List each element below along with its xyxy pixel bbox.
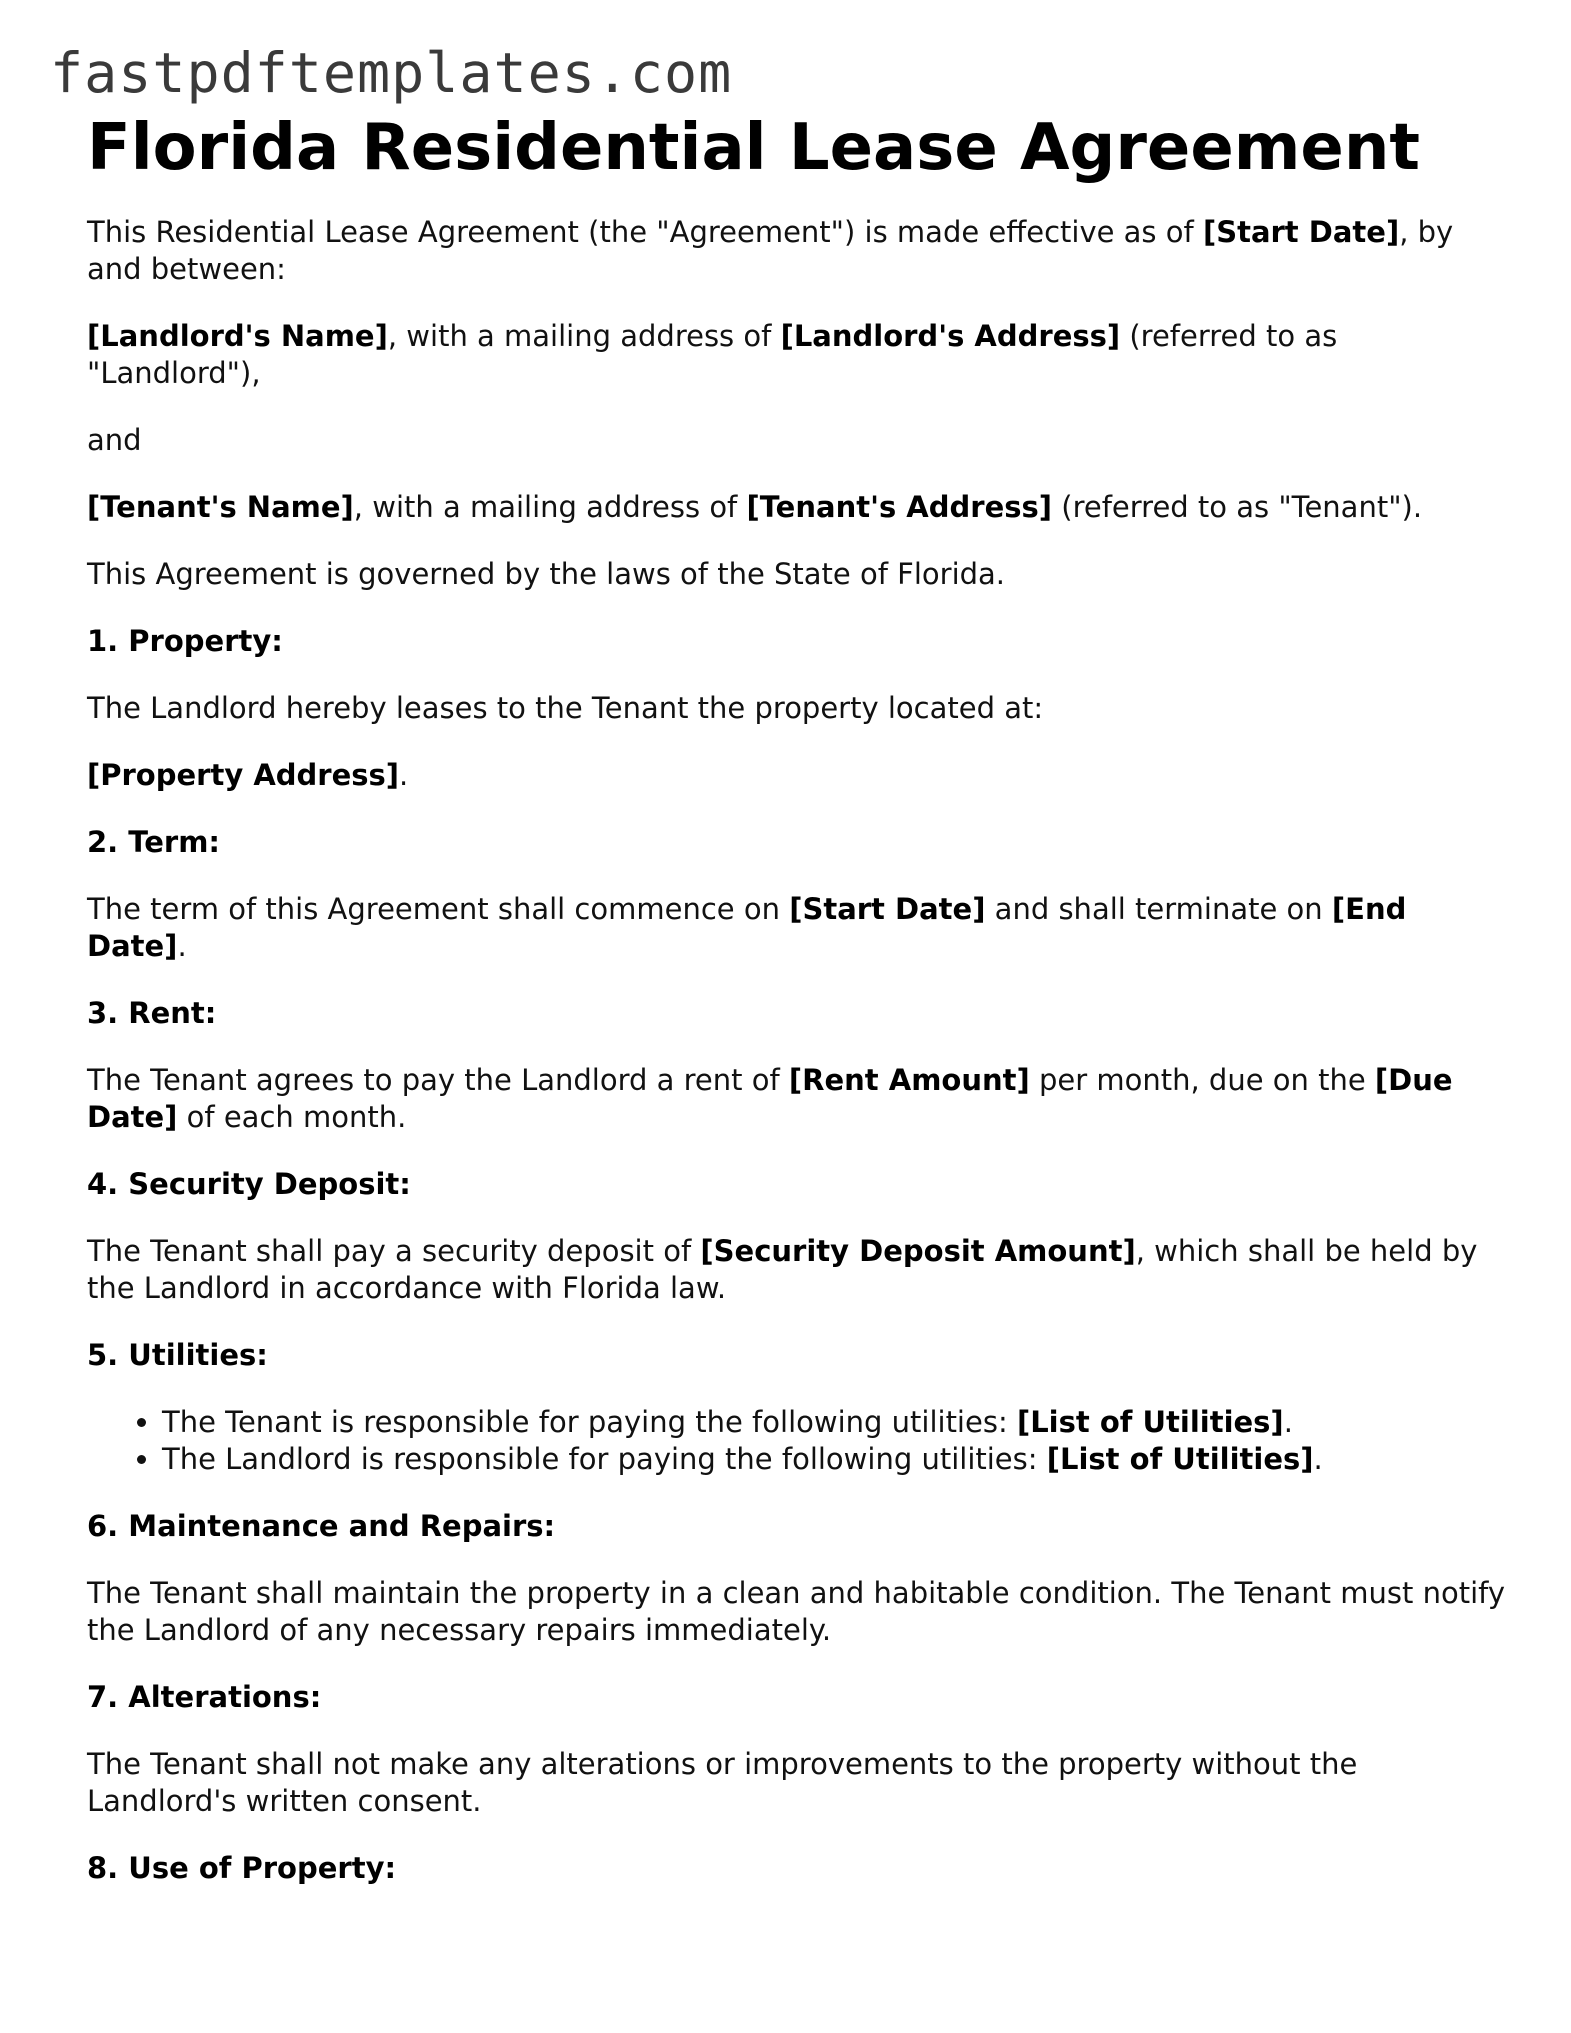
list-item bbox=[162, 1441, 1507, 1478]
utilities-list bbox=[87, 1404, 1507, 1478]
deposit-text-end: , which shall be held by the Landlord in accordance with Florida law. bbox=[87, 1234, 1478, 1305]
landlord-text-end: (referred to as "Landlord"), bbox=[87, 319, 1338, 390]
property-address-line bbox=[87, 757, 1507, 794]
utilities-tenant-end: . bbox=[1283, 1405, 1293, 1439]
term-text-mid: and shall terminate on bbox=[985, 892, 1332, 926]
tenant-text-end: (referred to as "Tenant"). bbox=[1052, 490, 1423, 524]
watermark: fastpdftemplates.com bbox=[50, 41, 733, 105]
rent-text: The Tenant agrees to pay the Landlord a rent of bbox=[87, 1063, 789, 1097]
term-text: The term of this Agreement shall commence on bbox=[87, 892, 790, 926]
landlord-address: [Landlord's Address] bbox=[780, 319, 1121, 353]
section-heading-term: 2. Term: bbox=[87, 825, 221, 859]
document-title: Florida Residential Lease Agreement bbox=[87, 111, 1420, 185]
section-heading-use-of-property: 8. Use of Property: bbox=[87, 1851, 397, 1885]
section-heading-security-deposit: 4. Security Deposit: bbox=[87, 1167, 411, 1201]
property-period: . bbox=[399, 758, 409, 792]
maintenance-text: The Tenant shall maintain the property in a clean and habitable condition. The Tenant must notify the Landlord of any necessary repairs immediately. bbox=[87, 1576, 1505, 1647]
tenant-text: , with a mailing address of bbox=[353, 490, 747, 524]
section-heading-property: 1. Property: bbox=[87, 624, 283, 658]
utilities-tenant-text: The Tenant is responsible for paying the following utilities: bbox=[162, 1405, 1017, 1439]
term-end-date: [End Date] bbox=[87, 892, 1407, 963]
and-text: and bbox=[87, 423, 142, 457]
utilities-tenant-list: [List of Utilities] bbox=[1016, 1405, 1284, 1439]
deposit-text: The Tenant shall pay a security deposit of bbox=[87, 1234, 701, 1268]
alterations-text: The Tenant shall not make any alterations or improvements to the property without the Landlord's written consent. bbox=[87, 1747, 1358, 1818]
landlord-name: [Landlord's Name] bbox=[87, 319, 388, 353]
rent-paragraph bbox=[87, 1062, 1507, 1136]
property-text: The Landlord hereby leases to the Tenant the property located at: bbox=[87, 691, 1044, 725]
section-heading-rent: 3. Rent: bbox=[87, 996, 217, 1030]
list-item bbox=[162, 1404, 1507, 1441]
property-address: [Property Address] bbox=[87, 758, 400, 792]
rent-due-date: [Due Date] bbox=[87, 1063, 1453, 1134]
tenant-paragraph bbox=[87, 489, 1507, 526]
rent-amount: [Rent Amount] bbox=[788, 1063, 1030, 1097]
term-paragraph bbox=[87, 891, 1507, 965]
deposit-paragraph bbox=[87, 1233, 1507, 1307]
document-body bbox=[87, 108, 1507, 1887]
utilities-landlord-end: . bbox=[1313, 1442, 1323, 1476]
term-text-end: . bbox=[177, 929, 187, 963]
utilities-landlord-list: [List of Utilities] bbox=[1046, 1442, 1314, 1476]
term-start-date: [Start Date] bbox=[789, 892, 986, 926]
intro-paragraph bbox=[87, 214, 1507, 288]
tenant-address: [Tenant's Address] bbox=[746, 490, 1053, 524]
tenant-name: [Tenant's Name] bbox=[87, 490, 354, 524]
intro-text: This Residential Lease Agreement (the "Agreement") is made effective as of bbox=[87, 215, 1203, 249]
rent-text-mid: per month, due on the bbox=[1029, 1063, 1375, 1097]
utilities-landlord-text: The Landlord is responsible for paying the following utilities: bbox=[162, 1442, 1047, 1476]
intro-start-date: [Start Date] bbox=[1202, 215, 1400, 249]
landlord-paragraph bbox=[87, 318, 1507, 392]
deposit-amount: [Security Deposit Amount] bbox=[700, 1234, 1136, 1268]
landlord-text: , with a mailing address of bbox=[387, 319, 781, 353]
rent-text-end: of each month. bbox=[177, 1100, 407, 1134]
section-heading-maintenance: 6. Maintenance and Repairs: bbox=[87, 1509, 556, 1543]
governing-law-text: This Agreement is governed by the laws of the State of Florida. bbox=[87, 557, 1006, 591]
section-heading-utilities: 5. Utilities: bbox=[87, 1338, 268, 1372]
intro-text-end: , by and between: bbox=[87, 215, 1454, 286]
section-heading-alterations: 7. Alterations: bbox=[87, 1680, 322, 1714]
